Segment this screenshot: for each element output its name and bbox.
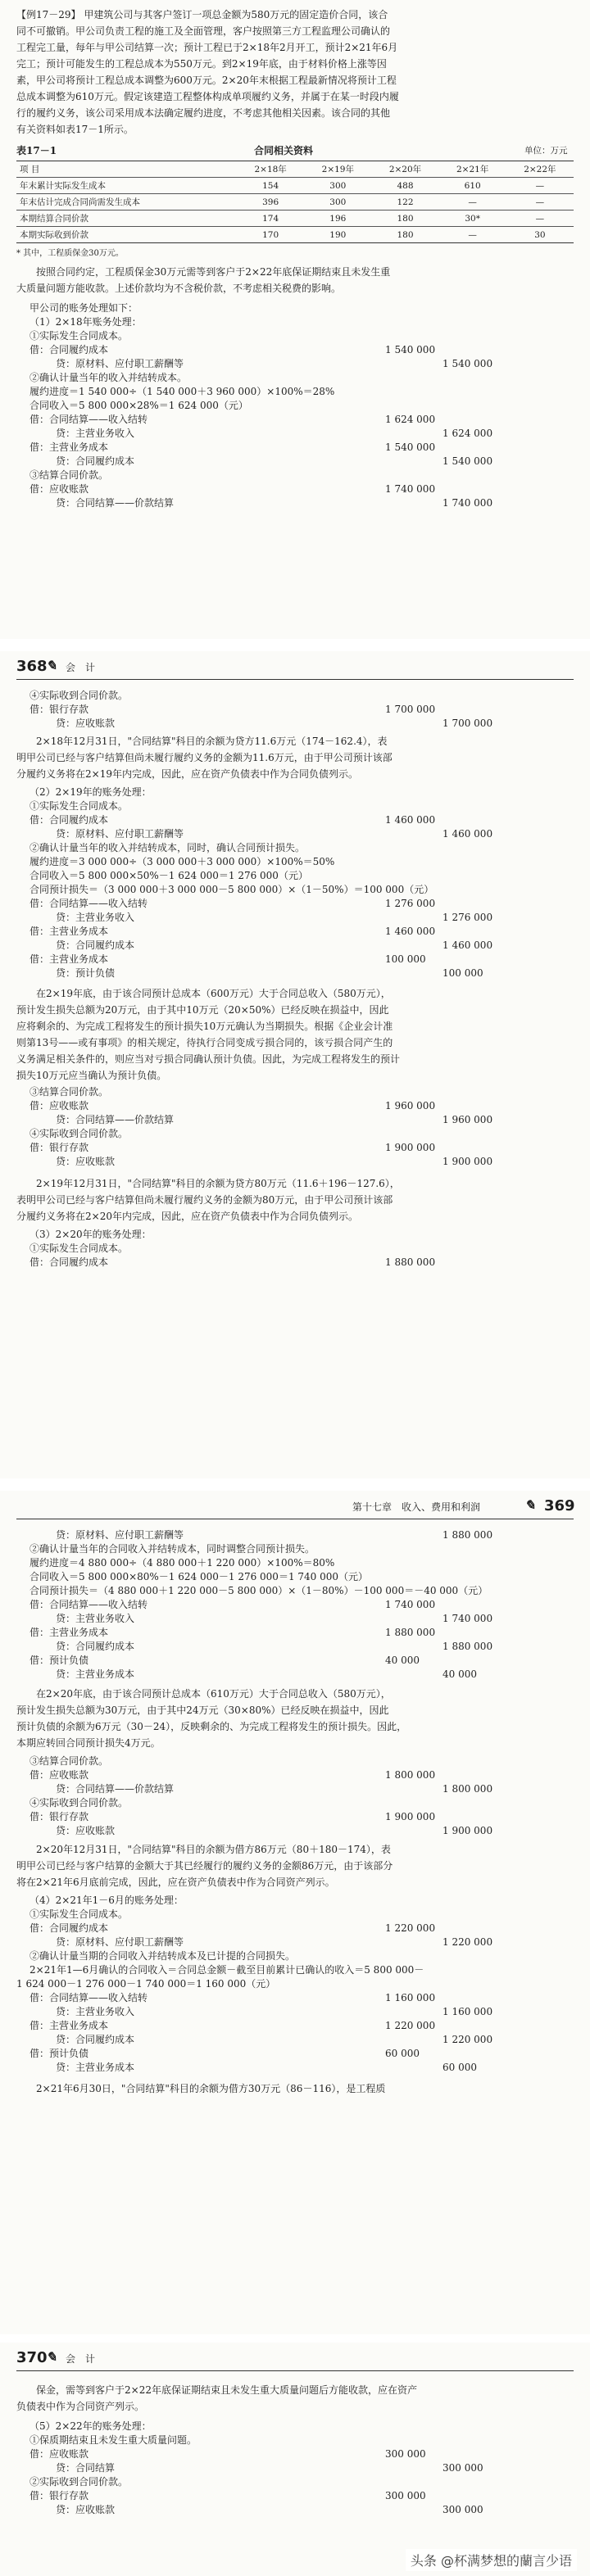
journal-text: 贷：主营业务成本 — [56, 1668, 135, 1680]
journal-text: 贷：合同结算——价款结算 — [56, 497, 175, 509]
journal-text: 贷：合同履约成本 — [56, 1641, 135, 1652]
page-369 — [0, 1491, 590, 2334]
journal-text: ①实际发生合同成本。 — [30, 330, 129, 342]
credit-amount: 1 220 000 — [442, 1936, 493, 1948]
debit-amount: 300 000 — [385, 2448, 426, 2460]
journal-text: 借：合同结算——收入结转 — [30, 414, 148, 425]
text-line: 表明甲公司已经与客户结算但尚未履行履约义务的金额为80万元，由于甲公司预计该部 — [16, 1194, 393, 1206]
journal-text: ①实际发生合同成本。 — [30, 1243, 129, 1254]
journal-text: 借：应收账款 — [30, 1769, 89, 1781]
credit-amount: 1 900 000 — [442, 1156, 493, 1167]
text-line: 损失10万元应当确认为预计负债。 — [16, 1070, 167, 1081]
table-cell: 300 — [304, 178, 371, 194]
journal-text: ③结算合同价款。 — [30, 469, 109, 481]
table-header-cell: 2×19年 — [304, 161, 371, 178]
journal-text: 借：主营业务成本 — [30, 1627, 109, 1638]
text-line: 素，甲公司将预计工程总成本调整为600万元。2×20年末根据工程最新情况将预计工程 — [16, 75, 397, 86]
table-cell: 174 — [237, 211, 304, 227]
journal-text: ②确认计量当年的合同收入并结转成本，同时调整合同预计损失。 — [30, 1543, 315, 1555]
journal-text: 贷：主营业务成本 — [56, 2062, 135, 2073]
debit-amount: 1 900 000 — [385, 1142, 436, 1153]
journal-text: ②确认计量当期的合同收入并结转成本及已计提的合同损失。 — [30, 1950, 296, 1962]
journal-text: 借：应收账款 — [30, 1100, 89, 1111]
paragraph-2x18-balance — [16, 733, 567, 782]
table-title: 合同相关资料 — [254, 145, 314, 156]
contract-data-table — [16, 161, 574, 243]
table-row — [16, 194, 574, 211]
table-cell: 190 — [304, 227, 371, 243]
table-header-cell: 2×22年 — [506, 161, 574, 178]
table-cell: — — [506, 211, 574, 227]
journal-text: 借：主营业务成本 — [30, 926, 109, 937]
journal-text: ②确认计量当年的收入并结转成本。 — [30, 372, 188, 383]
page-header — [0, 2343, 590, 2374]
journal-text: 借：合同履约成本 — [30, 814, 109, 826]
text-line: 同不可撤销。甲公司负责工程的施工及全面管理，客户按照第三方工程监理公司确认的 — [16, 25, 391, 37]
journal-text: 贷：主营业务收入 — [56, 912, 135, 923]
journal-text: ①保质期结束且未发生重大质量问题。 — [30, 2434, 197, 2446]
debit-amount: 1 276 000 — [385, 898, 436, 909]
debit-amount: 1 460 000 — [385, 926, 436, 937]
page-running-title: 会 计 — [66, 2353, 96, 2365]
journal-text: ③结算合同价款。 — [30, 1086, 109, 1098]
table-cell: 年末估计完成合同尚需发生成本 — [16, 194, 237, 211]
text-line: 总成本调整为610万元。假定该建造工程整体构成单项履约义务，并属于在某一时段内履 — [16, 91, 399, 102]
table-cell: 30 — [506, 227, 574, 243]
text-line: 2×21年6月30日，"合同结算"科目的余额为借方30万元（86－116），是工程质 — [36, 2083, 386, 2094]
text-line: 在2×19年底，由于该合同预计总成本（600万元）大于合同总收入（580万元）， — [36, 988, 391, 999]
table-note: * 其中，工程质保金30万元。 — [16, 249, 124, 258]
paragraph-guarantee — [16, 264, 567, 297]
table-caption: 表17－1 — [16, 145, 57, 156]
journal-text: 借：合同履约成本 — [30, 344, 109, 355]
journal-text: 贷：合同履约成本 — [56, 2034, 135, 2045]
journal-text: 贷：原材料、应付职工薪酬等 — [56, 1936, 184, 1948]
text-line: 预计负债的余额为6万元（30－24），反映剩余的、为完成工程将发生的预计损失。因此， — [16, 1721, 407, 1732]
text-line: 明甲公司已经与客户结算的金额大于其已经履行的履约义务的金额86万元，由于该部分 — [16, 1860, 393, 1872]
table-cell: — — [506, 194, 574, 211]
journal-text: ④实际收到合同价款。 — [30, 1797, 129, 1809]
book-logo-icon: ✎ — [524, 1497, 536, 1513]
table-unit: 单位：万元 — [524, 146, 568, 156]
paragraph-2x20-loss — [16, 1686, 567, 1751]
credit-amount: 1 740 000 — [442, 1613, 493, 1624]
credit-amount: 1 460 000 — [442, 828, 493, 840]
table-cell: 年末累计实际发生成本 — [16, 178, 237, 194]
text-line: 大质量问题方能收款。上述价款均为不含税价款，不考虑相关税费的影响。 — [16, 283, 342, 294]
credit-amount: 1 540 000 — [442, 455, 493, 467]
journal-text: 借：合同结算——收入结转 — [30, 1992, 148, 2003]
journal-text: 贷：原材料、应付职工薪酬等 — [56, 828, 184, 840]
page-header — [0, 651, 590, 682]
page-running-title: 第十七章 收入、费用和利润 — [352, 1501, 481, 1513]
table-row — [16, 211, 574, 227]
credit-amount: 300 000 — [442, 2462, 483, 2474]
table-cell: 170 — [237, 227, 304, 243]
journal-text: 合同预计损失＝（3 000 000＋3 000 000－5 800 000）×（1－50%）＝100 000（元） — [30, 884, 434, 895]
paragraph-2x20-balance — [16, 1841, 567, 1890]
text-line: 2×20年12月31日，"合同结算"科目的余额为借方86万元（80＋180－174），表 — [36, 1844, 391, 1855]
journal-text: 贷：应收账款 — [56, 1156, 116, 1167]
journal-text: 借：合同履约成本 — [30, 1256, 109, 1268]
journal-text: 贷：合同结算——价款结算 — [56, 1783, 175, 1795]
debit-amount: 1 220 000 — [385, 2020, 436, 2031]
journal-text: 合同收入＝5 800 000×28%＝1 624 000（元） — [30, 400, 248, 411]
page-367 — [0, 0, 590, 639]
text-line: 义务满足相关条件的，则应当对亏损合同确认预计负债。因此，为完成工程将发生的预计 — [16, 1053, 401, 1065]
credit-amount: 1 160 000 — [442, 2006, 493, 2017]
text-line: 本期应转回合同预计损失4万元。 — [16, 1737, 161, 1749]
text-line: 分履约义务将在2×20年内完成，因此，应在资产负债表中作为合同负债列示。 — [16, 1211, 358, 1222]
credit-amount: 1 900 000 — [442, 1825, 493, 1836]
table-cell: 488 — [371, 178, 438, 194]
journal-text: 履约进度＝3 000 000÷（3 000 000＋3 000 000）×100%＝50% — [30, 856, 335, 867]
book-logo-icon: ✎ — [46, 658, 57, 673]
journal-text: 借：银行存款 — [30, 2490, 89, 2501]
table-cell: 30* — [439, 211, 506, 227]
journal-text: 2×21年1—6月确认的合同收入＝合同总金额－截至目前累计已确认的收入＝5 800 000－ — [30, 1964, 424, 1976]
journal-text: 贷：合同结算——价款结算 — [56, 1114, 175, 1125]
paragraph-2x21-asset — [16, 2382, 567, 2415]
watermark: 头条 @杯满梦想的蘭言少语 — [406, 2549, 577, 2571]
journal-text: （4）2×21年1－6月的账务处理： — [30, 1895, 184, 1906]
journal-text: 贷：原材料、应付职工薪酬等 — [56, 1529, 184, 1541]
credit-amount: 100 000 — [442, 967, 483, 979]
text-line: 在2×20年底，由于该合同预计总成本（610万元）大于合同总收入（580万元）， — [36, 1688, 391, 1700]
page-number: 368 — [16, 658, 48, 675]
page-number: 369 — [544, 1497, 575, 1514]
table-cell: 196 — [304, 211, 371, 227]
text-line: 保金，需等到客户于2×22年底保证期结束且未发生重大质量问题后方能收款，应在资产 — [36, 2384, 417, 2396]
credit-amount: 1 880 000 — [442, 1529, 493, 1541]
table-cell: 本期实际收到价款 — [16, 227, 237, 243]
table-cell: 180 — [371, 227, 438, 243]
text-line: 行的履约义务，该公司采用成本法确定履约进度，不考虑其他相关因素。该合同的其他 — [16, 107, 391, 119]
table-cell: — — [439, 227, 506, 243]
page-number: 370 — [16, 2349, 48, 2366]
journal-text: （3）2×20年的账务处理： — [30, 1229, 152, 1240]
debit-amount: 300 000 — [385, 2490, 426, 2501]
text-line: 负债表中作为合同资产列示。 — [16, 2401, 145, 2412]
journal-text: 贷：主营业务收入 — [56, 1613, 135, 1624]
credit-amount: 1 700 000 — [442, 718, 493, 729]
table-cell: 396 — [237, 194, 304, 211]
example-intro — [16, 7, 567, 138]
page-header — [0, 1491, 590, 1522]
credit-amount: 1 276 000 — [442, 912, 493, 923]
page-running-title: 会 计 — [66, 662, 96, 673]
text-line: 2×18年12月31日，"合同结算"科目的余额为贷方11.6万元（174－162.4），表 — [36, 736, 388, 747]
journal-text: 甲公司的账务处理如下： — [30, 302, 138, 314]
journal-text: 借：预计负债 — [30, 1655, 89, 1666]
debit-amount: 1 700 000 — [385, 704, 436, 715]
debit-amount: 100 000 — [385, 953, 426, 965]
credit-amount: 1 800 000 — [442, 1783, 493, 1795]
journal-text: 贷：预计负债 — [56, 967, 116, 979]
journal-text: 贷：合同履约成本 — [56, 939, 135, 951]
table-cell: 610 — [439, 178, 506, 194]
journal-text: 贷：应收账款 — [56, 2504, 116, 2515]
journal-text: 借：应收账款 — [30, 2448, 89, 2460]
text-line: 【例17－29】 甲建筑公司与其客户签订一项总金额为580万元的固定造价合同，该合 — [16, 9, 388, 20]
table-cell: — — [439, 194, 506, 211]
debit-amount: 1 160 000 — [385, 1992, 436, 2003]
table-cell: 300 — [304, 194, 371, 211]
table-row — [16, 227, 574, 243]
credit-amount: 300 000 — [442, 2504, 483, 2515]
journal-text: 贷：原材料、应付职工薪酬等 — [56, 358, 184, 369]
journal-text: 借：预计负债 — [30, 2048, 89, 2059]
debit-amount: 40 000 — [385, 1655, 420, 1666]
text-line: 有关资料如表17－1所示。 — [16, 124, 134, 135]
journal-text: ①实际发生合同成本。 — [30, 800, 129, 812]
journal-text: 合同收入＝5 800 000×50%－1 624 000＝1 276 000（元） — [30, 870, 308, 881]
journal-text: 贷：应收账款 — [56, 718, 116, 729]
journal-text: 合同收入＝5 800 000×80%－1 624 000－1 276 000＝1 740 000（元） — [30, 1571, 369, 1582]
debit-amount: 1 540 000 — [385, 344, 436, 355]
book-logo-icon: ✎ — [46, 2349, 57, 2365]
table-header-cell: 2×20年 — [371, 161, 438, 178]
table-header-cell: 2×21年 — [439, 161, 506, 178]
text-line: 则第13号——或有事项》的相关规定，待执行合同变成亏损合同的，该亏损合同产生的 — [16, 1037, 393, 1048]
journal-text: 贷：合同结算 — [56, 2462, 116, 2474]
text-line: 预计发生损失总额为30万元，由于其中24万元（30×80%）已经反映在损益中，因此 — [16, 1705, 389, 1716]
table-header-cell: 2×18年 — [237, 161, 304, 178]
credit-amount: 1 880 000 — [442, 1641, 493, 1652]
debit-amount: 1 900 000 — [385, 1811, 436, 1822]
journal-text: ②实际收到合同价款。 — [30, 2476, 129, 2488]
journal-text: ②确认计量当年的收入并结转成本，同时，确认合同预计损失。 — [30, 842, 306, 853]
paragraph-2x19-balance — [16, 1175, 567, 1225]
journal-text: ③结算合同价款。 — [30, 1755, 109, 1767]
text-line: 预计发生损失总额为20万元，由于其中10万元（20×50%）已经反映在损益中，因此 — [16, 1004, 389, 1016]
credit-amount: 1 740 000 — [442, 497, 493, 509]
debit-amount: 1 960 000 — [385, 1100, 436, 1111]
journal-text: 履约进度＝4 880 000÷（4 880 000＋1 220 000）×100%＝80% — [30, 1557, 335, 1569]
debit-amount: 1 880 000 — [385, 1627, 436, 1638]
journal-text: ④实际收到合同价款。 — [30, 690, 129, 701]
debit-amount: 1 540 000 — [385, 441, 436, 453]
journal-text: 借：合同履约成本 — [30, 1922, 109, 1934]
journal-text: ④实际收到合同价款。 — [30, 1128, 129, 1139]
credit-amount: 40 000 — [442, 1668, 477, 1680]
text-line: 应将剩余的、为完成工程将发生的预计损失10万元确认为当期损失。根据《企业会计准 — [16, 1021, 393, 1032]
text-line: 2×19年12月31日，"合同结算"科目的余额为贷方80万元（11.6＋196－127.6）， — [36, 1178, 400, 1189]
journal-text: 借：主营业务成本 — [30, 441, 109, 453]
text-line: 工程完工量，每年与甲公司结算一次；预计工程已于2×18年2月开工，预计2×21年6月 — [16, 42, 398, 53]
journal-text: 借：主营业务成本 — [30, 953, 109, 965]
journal-text: 借：银行存款 — [30, 1142, 89, 1153]
table-cell: 154 — [237, 178, 304, 194]
journal-text: 贷：合同履约成本 — [56, 455, 135, 467]
debit-amount: 1 624 000 — [385, 414, 436, 425]
journal-text: （2）2×19年的账务处理： — [30, 786, 152, 798]
credit-amount: 60 000 — [442, 2062, 477, 2073]
debit-amount: 60 000 — [385, 2048, 420, 2059]
credit-amount: 1 960 000 — [442, 1114, 493, 1125]
table-header-cell: 项 目 — [16, 161, 237, 178]
journal-text: 借：银行存款 — [30, 704, 89, 715]
journal-text: 借：合同结算——收入结转 — [30, 1599, 148, 1610]
journal-text: （5）2×22年的账务处理： — [30, 2420, 152, 2432]
journal-text: 1 624 000－1 276 000－1 740 000＝1 160 000（元） — [16, 1978, 276, 1990]
text-line: 将在2×21年6月底前完成，因此，应在资产负债表中作为合同资产列示。 — [16, 1877, 335, 1888]
table-cell: 180 — [371, 211, 438, 227]
journal-text: 贷：主营业务收入 — [56, 428, 135, 439]
paragraph-2x21-balance — [16, 2080, 567, 2097]
text-line: 按照合同约定，工程质保金30万元需等到客户于2×22年底保证期结束且未发生重 — [36, 266, 391, 278]
credit-amount: 1 220 000 — [442, 2034, 493, 2045]
journal-text: 履约进度＝1 540 000÷（1 540 000＋3 960 000）×100%＝28% — [30, 386, 335, 397]
debit-amount: 1 880 000 — [385, 1256, 436, 1268]
journal-text: ①实际发生合同成本。 — [30, 1908, 129, 1920]
journal-text: 合同预计损失＝（4 880 000＋1 220 000－5 800 000）×（1－80%）－100 000＝－40 000（元） — [30, 1585, 488, 1596]
paragraph-2x19-loss — [16, 985, 567, 1084]
journal-text: 借：主营业务成本 — [30, 2020, 109, 2031]
table-cell: 122 — [371, 194, 438, 211]
credit-amount: 1 460 000 — [442, 939, 493, 951]
debit-amount: 1 800 000 — [385, 1769, 436, 1781]
journal-text: （1）2×18年账务处理： — [30, 316, 142, 328]
table-header-row — [16, 161, 574, 178]
page-368 — [0, 651, 590, 1478]
debit-amount: 1 460 000 — [385, 814, 436, 826]
debit-amount: 1 220 000 — [385, 1922, 436, 1934]
text-line: 明甲公司已经与客户结算但尚未履行履约义务的金额为11.6万元，由于甲公司预计该部 — [16, 752, 393, 763]
journal-text: 借：合同结算——收入结转 — [30, 898, 148, 909]
journal-text: 贷：主营业务收入 — [56, 2006, 135, 2017]
text-line: 完工；预计可能发生的工程总成本为550万元。到2×19年底，由于材料价格上涨等因 — [16, 58, 387, 70]
journal-text: 贷：应收账款 — [56, 1825, 116, 1836]
debit-amount: 1 740 000 — [385, 1599, 436, 1610]
table-row — [16, 178, 574, 194]
journal-text: 借：应收账款 — [30, 483, 89, 495]
credit-amount: 1 624 000 — [442, 428, 493, 439]
debit-amount: 1 740 000 — [385, 483, 436, 495]
journal-text: 借：银行存款 — [30, 1811, 89, 1822]
credit-amount: 1 540 000 — [442, 358, 493, 369]
table-cell: — — [506, 178, 574, 194]
text-line: 分履约义务将在2×19年内完成，因此，应在资产负债表中作为合同负债列示。 — [16, 768, 358, 780]
table-cell: 本期结算合同价款 — [16, 211, 237, 227]
page-370 — [0, 2343, 590, 2576]
